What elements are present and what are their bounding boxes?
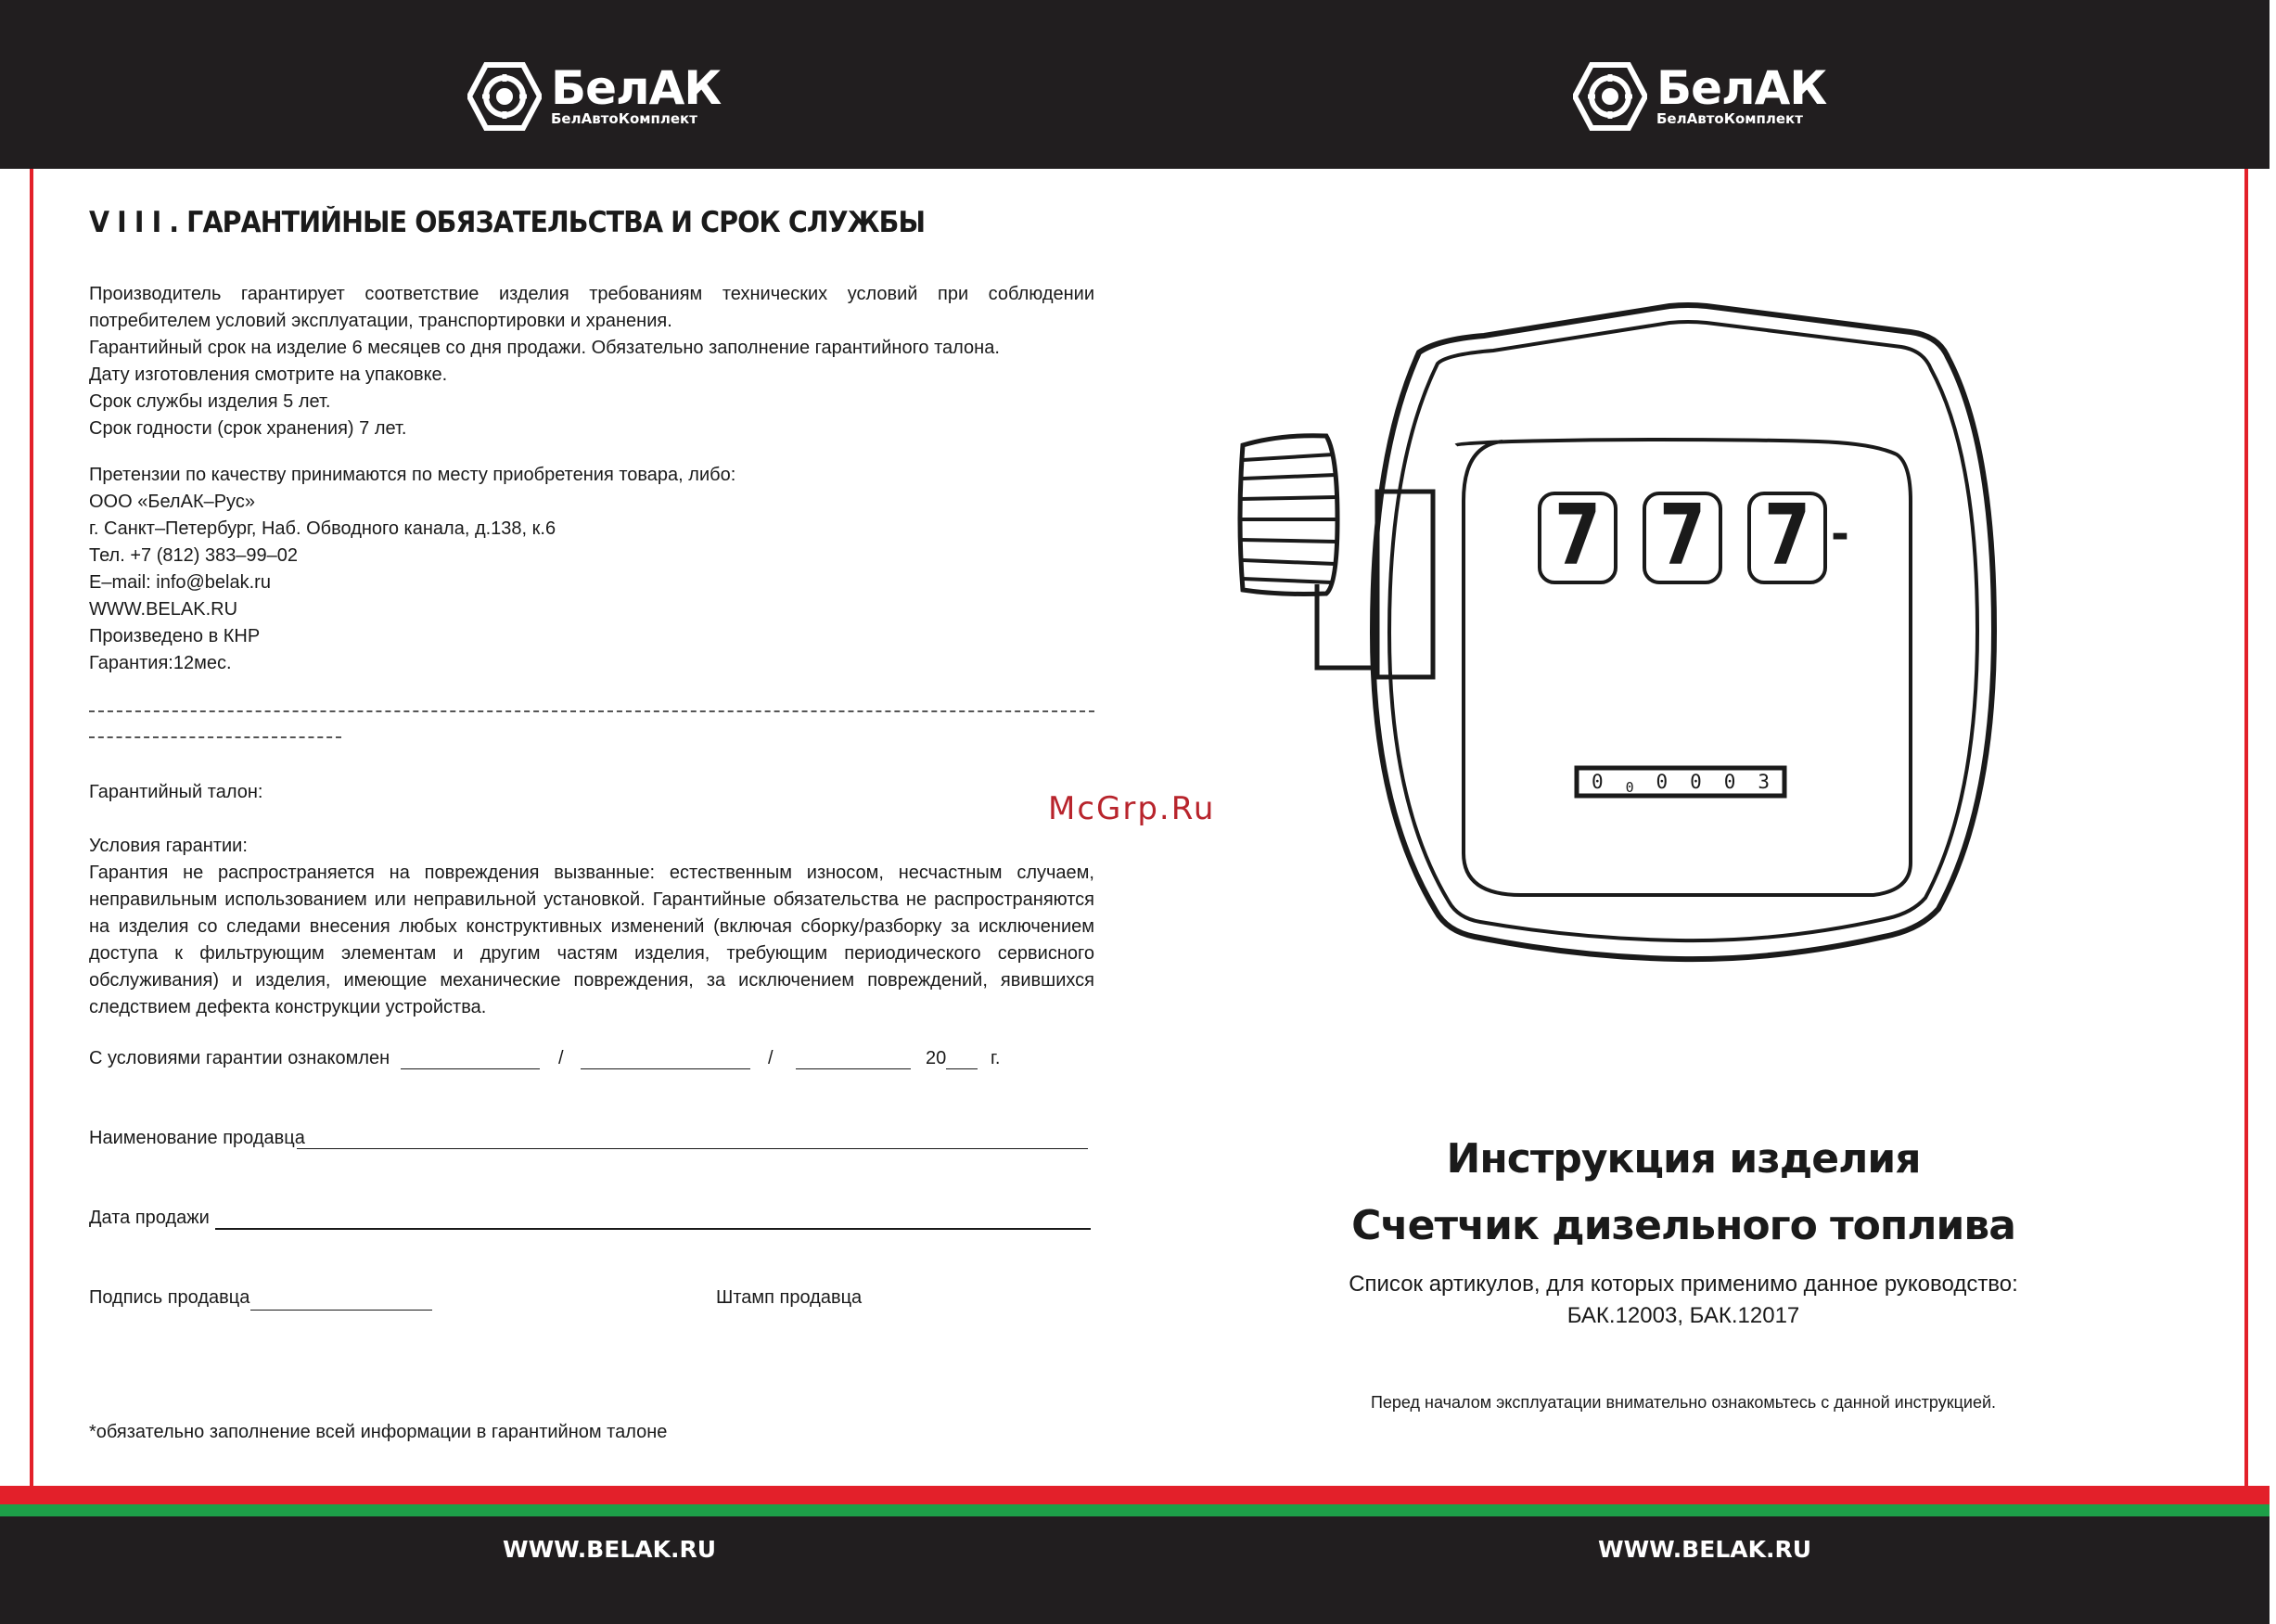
frame-left-line xyxy=(30,169,33,1486)
watermark: McGrp.Ru xyxy=(1048,790,1216,827)
contacts-block xyxy=(89,462,1094,677)
company-address: г. Санкт–Петербург, Наб. Обводного канала, д.138, к.6 xyxy=(89,518,556,539)
signature-field[interactable] xyxy=(250,1310,432,1311)
knob-bracket xyxy=(1317,584,1377,668)
page-edge xyxy=(2270,0,2276,1624)
acquainted-label: С условиями гарантии ознакомлен xyxy=(89,1048,390,1068)
footnote: *обязательно заполнение всей информации в гарантийном талоне xyxy=(89,1422,668,1442)
articles-list: БАК.12003, БАК.12017 xyxy=(1566,1303,1800,1328)
date-field[interactable] xyxy=(215,1228,1091,1230)
counter-digit-3: 0 xyxy=(1656,771,1669,793)
cover-subtitle: Счетчик дизельного топлива xyxy=(1351,1202,2015,1249)
knob-shaft xyxy=(1377,492,1433,677)
footer-url-left[interactable]: WWW.BELAK.RU xyxy=(503,1536,717,1563)
cut-line xyxy=(89,697,1094,738)
big-digit-3: 7 xyxy=(1763,487,1811,584)
acquainted-field-3[interactable] xyxy=(796,1068,911,1069)
articles-label: Список артикулов, для которых применимо данное руководство: xyxy=(1349,1272,2018,1297)
acquainted-field-1[interactable] xyxy=(401,1068,540,1069)
warranty-p2: Гарантийный срок на изделие 6 месяцев со дня продажи. Обязательно заполнение гарантийного талона. xyxy=(89,338,1000,358)
company-email[interactable]: E–mail: info@belak.ru xyxy=(89,572,271,593)
green-stripe xyxy=(0,1504,2270,1516)
slash-2: / xyxy=(768,1048,774,1068)
signature-label: Подпись продавца xyxy=(89,1287,250,1308)
warranty-p5: Срок годности (срок хранения) 7 лет. xyxy=(89,418,407,439)
meter-body-inner xyxy=(1389,322,1977,940)
hex-nut-icon xyxy=(1573,59,1647,134)
seller-field[interactable] xyxy=(297,1148,1088,1149)
acquainted-field-2[interactable] xyxy=(581,1068,750,1069)
brand-name: БелАК xyxy=(551,61,722,115)
frame-right-line xyxy=(2244,169,2248,1486)
warranty-p3: Дату изготовления смотрите на упаковке. xyxy=(89,364,448,385)
footer-url-right[interactable]: WWW.BELAK.RU xyxy=(1598,1536,1812,1563)
year-prefix: 20 xyxy=(926,1048,947,1068)
coupon-block xyxy=(89,779,1094,1021)
conditions-text: Гарантия не распространяется на повреждения вызванные: естественным износом, несчастным случаем, неправильным использованием или неправильной установкой. Гарантийные обязательства не распространяются на изделия со следами внесения любых конструктивных изменений (включая сборку/разборку за исключением доступа к фильтрующим элементам и другим частям изделия, требующим периодического сервисного обслуживания) и изделия, имеющие механические повреждения, за исключением повреждений, явившихся следствием дефекта конструкции устройства. xyxy=(89,863,1094,1017)
company-name: ООО «БелАК–Рус» xyxy=(89,492,255,512)
year-field[interactable] xyxy=(946,1068,978,1069)
counter-digit-2: 0 xyxy=(1625,779,1634,796)
brand-name: БелАК xyxy=(1656,61,1827,115)
cover-title: Инструкция изделия xyxy=(1446,1135,1921,1183)
big-digit-2: 7 xyxy=(1658,487,1707,584)
warranty-p1: Производитель гарантирует соответствие изделия требованиям технических условий при соблюдении потребителем условий эксплуатации, транспортировки и хранения. xyxy=(89,284,1094,331)
warranty-period: Гарантия:12мес. xyxy=(89,653,232,673)
warranty-p4: Срок службы изделия 5 лет. xyxy=(89,391,331,412)
digit-dash: - xyxy=(1831,508,1849,560)
warranty-terms xyxy=(89,281,1094,442)
contacts-intro: Претензии по качеству принимаются по месту приобретения товара, либо: xyxy=(89,465,736,485)
counter-digit-6: 3 xyxy=(1758,771,1770,793)
seller-label: Наименование продавца xyxy=(89,1128,305,1148)
red-stripe xyxy=(0,1486,2270,1504)
header-band xyxy=(0,0,2270,169)
counter-digit-5: 0 xyxy=(1723,771,1736,793)
conditions-title: Условия гарантии: xyxy=(89,836,248,856)
made-in: Произведено в КНР xyxy=(89,626,261,646)
year-suffix: г. xyxy=(991,1048,1001,1068)
big-digit-1: 7 xyxy=(1554,487,1602,584)
company-website[interactable]: WWW.BELAK.RU xyxy=(89,599,238,620)
trip-counter xyxy=(1580,768,1781,796)
fuel-meter-illustration xyxy=(1224,288,2003,1029)
footer-band xyxy=(0,1516,2270,1624)
counter-digit-1: 0 xyxy=(1591,771,1604,793)
stamp-label: Штамп продавца xyxy=(716,1287,863,1308)
brand-subtitle: БелАвтоКомплект xyxy=(1656,110,1803,127)
brand-subtitle: БелАвтоКомплект xyxy=(551,110,697,127)
company-phone: Тел. +7 (812) 383–99–02 xyxy=(89,545,299,566)
coupon-title: Гарантийный талон: xyxy=(89,782,263,802)
cover-note: Перед началом эксплуатации внимательно ознакомьтесь с данной инструкцией. xyxy=(1370,1393,1997,1412)
slash-1: / xyxy=(558,1048,564,1068)
brand-logo-right xyxy=(1573,59,1826,134)
counter-digit-4: 0 xyxy=(1690,771,1702,793)
hex-nut-icon xyxy=(467,59,542,134)
date-label: Дата продажи xyxy=(89,1208,210,1228)
section-title: V I I I . ГАРАНТИЙНЫЕ ОБЯЗАТЕЛЬСТВА И СРОК СЛУЖБЫ xyxy=(89,206,926,239)
brand-logo-left xyxy=(467,59,721,134)
